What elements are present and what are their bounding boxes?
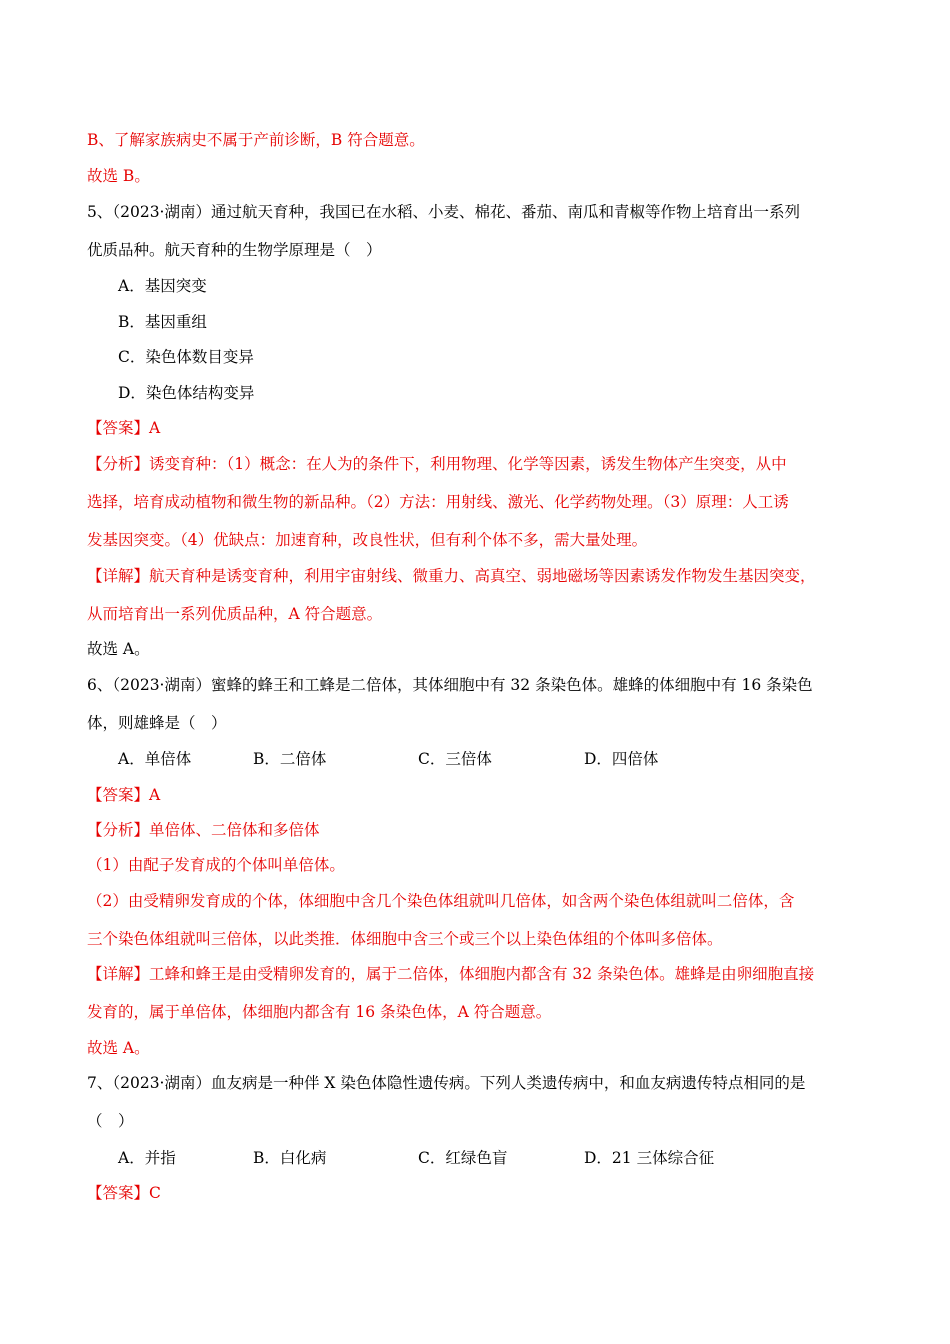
q6-analysis-line3: （2）由受精卵发育成的个体，体细胞中含几个染色体组就叫几倍体，如含两个染色体组就叫二倍体，含 [87,892,795,910]
q6-detail-line1: 【详解】工蜂和蜂王是由受精卵发育的，属于二倍体，体细胞内都含有 32 条染色体。雄蜂是由卵细胞直接 [87,965,815,983]
q6-stem-line1: 6、（2023·湖南）蜜蜂的蜂王和工蜂是二倍体，其体细胞中有 32 条染色体。雄蜂的体细胞中有 16 条染色 [87,676,813,694]
q5-option-d: D．染色体结构变异 [118,384,255,402]
q5-option-c: C．染色体数目变异 [118,348,254,366]
q6-analysis-line1: 【分析】单倍体、二倍体和多倍体 [87,821,320,839]
q5-answer: 【答案】A [87,419,161,437]
q6-analysis-line2: （1）由配子发育成的个体叫单倍体。 [87,856,345,874]
q6-answer: 【答案】A [87,786,161,804]
q5-stem-line1: 5、（2023·湖南）通过航天育种，我国已在水稻、小麦、棉花、番茄、南瓜和青椒等作物上培育出一系列 [87,203,800,221]
q7-option-c: C．红绿色盲 [418,1149,508,1167]
q7-stem-line1: 7、（2023·湖南）血友病是一种伴 X 染色体隐性遗传病。下列人类遗传病中，和血友病遗传特点相同的是 [87,1074,806,1092]
q6-detail-line2: 发育的，属于单倍体，体细胞内都含有 16 条染色体，A 符合题意。 [87,1003,552,1021]
q5-conclusion: 故选 A。 [87,640,150,658]
prev-explanation-line: B、了解家族病史不属于产前诊断，B 符合题意。 [87,131,425,149]
q6-conclusion: 故选 A。 [87,1039,150,1057]
q7-answer: 【答案】C [87,1184,161,1202]
q5-detail-line2: 从而培育出一系列优质品种，A 符合题意。 [87,605,383,623]
q5-option-b: B．基因重组 [118,313,207,331]
q6-stem-line2: 体，则雄蜂是（ ） [87,714,227,732]
q7-option-b: B．白化病 [253,1149,327,1167]
prev-conclusion: 故选 B。 [87,167,150,185]
q6-option-d: D．四倍体 [584,750,659,768]
q5-analysis-line3: 发基因突变。（4）优缺点：加速育种，改良性状，但有利个体不多，需大量处理。 [87,531,648,549]
q5-detail-line1: 【详解】航天育种是诱变育种，利用宇宙射线、微重力、高真空、弱地磁场等因素诱发作物发生基因突变， [87,567,816,585]
q7-stem-line2: （ ） [87,1112,134,1130]
q5-analysis-line1: 【分析】诱变育种：（1）概念：在人为的条件下，利用物理、化学等因素，诱发生物体产生突变，从中 [87,455,787,473]
q7-option-a: A．并指 [118,1149,176,1167]
q6-option-b: B．二倍体 [253,750,327,768]
q5-option-a: A．基因突变 [118,277,207,295]
q5-stem-line2: 优质品种。航天育种的生物学原理是（ ） [87,241,382,259]
q6-option-c: C．三倍体 [418,750,492,768]
q7-option-d: D．21 三体综合征 [584,1149,715,1167]
q6-analysis-line4: 三个染色体组就叫三倍体，以此类推．体细胞中含三个或三个以上染色体组的个体叫多倍体。 [87,930,723,948]
q5-analysis-line2: 选择，培育成动植物和微生物的新品种。（2）方法：用射线、激光、化学药物处理。（3）原理：人工诱 [87,493,789,511]
q6-option-a: A．单倍体 [118,750,192,768]
